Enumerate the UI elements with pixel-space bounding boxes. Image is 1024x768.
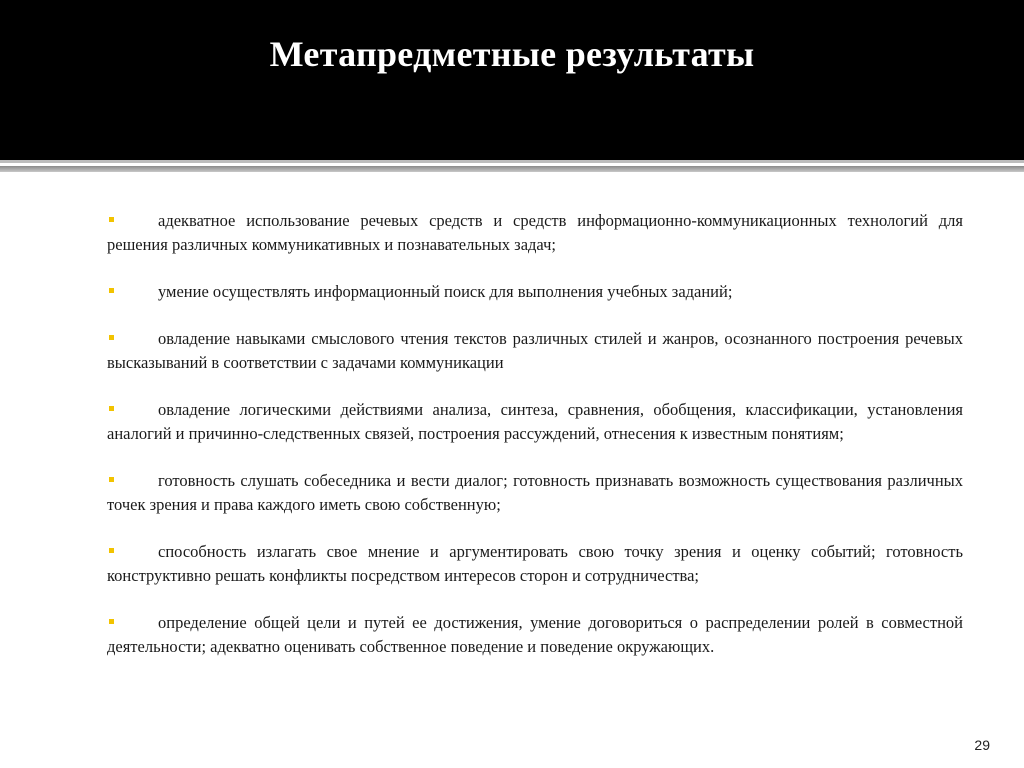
- list-item: [107, 327, 963, 375]
- list-item-text: умение осуществлять информационный поиск для выполнения учебных заданий;: [158, 282, 733, 301]
- list-item-text: овладение навыками смыслового чтения текстов различных стилей и жанров, осознанного построения речевых высказываний в соответствии с задачами коммуникации: [107, 329, 963, 372]
- bullet-list: [107, 209, 963, 682]
- list-item: [107, 398, 963, 446]
- list-item-text: адекватное использование речевых средств и средств информационно-коммуникационных технологий для решения различных коммуникативных и познавательных задач;: [107, 211, 963, 254]
- title-bar: [0, 0, 1024, 160]
- header-divider-thick: [0, 166, 1024, 172]
- yellow-square-bullet-icon: [109, 288, 114, 293]
- list-item: [107, 209, 963, 257]
- list-item: [107, 469, 963, 517]
- list-item-text: способность излагать свое мнение и аргументировать свою точку зрения и оценку событий; готовность конструктивно решать конфликты посредством интересов сторон и сотрудничества;: [107, 542, 963, 585]
- list-item-text: готовность слушать собеседника и вести диалог; готовность признавать возможность существования различных точек зрения и права каждого иметь свою собственную;: [107, 471, 963, 514]
- yellow-square-bullet-icon: [109, 217, 114, 222]
- list-item: [107, 540, 963, 588]
- list-item: [107, 611, 963, 659]
- yellow-square-bullet-icon: [109, 548, 114, 553]
- list-item: [107, 280, 963, 304]
- yellow-square-bullet-icon: [109, 477, 114, 482]
- yellow-square-bullet-icon: [109, 406, 114, 411]
- page-number: 29: [974, 737, 990, 753]
- slide-title: Метапредметные результаты: [269, 34, 755, 74]
- list-item-text: определение общей цели и путей ее достижения, умение договориться о распределении ролей в совместной деятельности; адекватно оценивать собственное поведение и поведение окружающих.: [107, 613, 963, 656]
- list-item-text: овладение логическими действиями анализа, синтеза, сравнения, обобщения, классификации, установления аналогий и причинно-следственных связей, построения рассуждений, отнесения к известным понятиям;: [107, 400, 963, 443]
- yellow-square-bullet-icon: [109, 335, 114, 340]
- yellow-square-bullet-icon: [109, 619, 114, 624]
- header-divider-thin: [0, 160, 1024, 163]
